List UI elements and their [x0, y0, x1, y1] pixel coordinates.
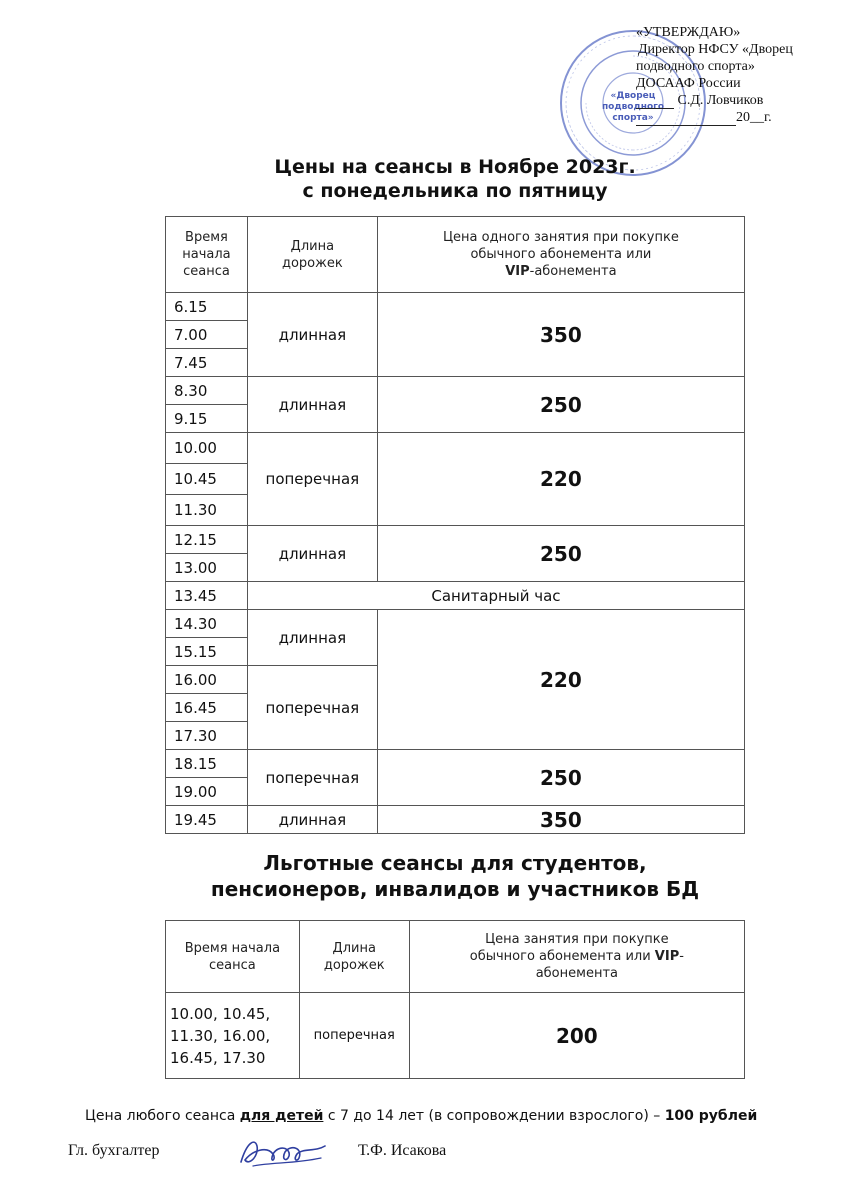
- header-price: [409, 921, 744, 993]
- time-cell: 7.45: [166, 349, 248, 377]
- header-price-line-2: [410, 948, 744, 965]
- table-row: [166, 750, 745, 778]
- time-cell: 9.15: [166, 405, 248, 433]
- lane-cell: поперечная: [247, 750, 377, 806]
- price-cell: 250: [377, 526, 744, 582]
- time-cell: 13.45: [166, 582, 248, 610]
- header-price-line-3: абонемента: [535, 966, 618, 981]
- lane-cell: длинная: [247, 377, 377, 433]
- lane-cell: длинная: [247, 293, 377, 377]
- header-time-label: Время начала сеанса: [182, 230, 231, 279]
- table-header-row: [166, 921, 745, 993]
- header-price-line-3: [378, 263, 744, 280]
- lane-cell: длинная: [247, 806, 377, 834]
- children-price-note: [85, 1108, 757, 1124]
- table-row: [166, 433, 745, 464]
- stamp-text-3: спорта»: [612, 113, 654, 123]
- time-cell: 6.15: [166, 293, 248, 321]
- lane-cell: поперечная: [247, 666, 377, 750]
- header-time-line-1: Время начала: [184, 940, 281, 956]
- prices-table: [165, 216, 745, 834]
- header-lane: [299, 921, 409, 993]
- header-vip-rest: -абонемента: [529, 264, 617, 279]
- header-price-line-2a: обычного абонемента или: [469, 949, 655, 964]
- lane-cell: поперечная: [247, 433, 377, 526]
- signature-name: Т.Ф. Исакова: [358, 1142, 447, 1159]
- header-time-line-2: сеанса: [209, 957, 256, 973]
- approval-line-5: [636, 92, 836, 109]
- time-cell: [166, 993, 300, 1079]
- signature-row: [68, 1140, 568, 1170]
- table-row-sanitary: [166, 582, 745, 610]
- approval-block: [636, 24, 836, 126]
- header-price: [377, 217, 744, 293]
- time-cell: 12.15: [166, 526, 248, 554]
- header-time: [166, 217, 248, 293]
- price-cell: 350: [377, 293, 744, 377]
- price-cell: 350: [377, 806, 744, 834]
- sanitary-hour-cell: Санитарный час: [247, 582, 744, 610]
- header-lane-label: Длина дорожек: [281, 238, 343, 271]
- time-cell: 10.00: [166, 433, 248, 464]
- table-row: [166, 293, 745, 321]
- approval-year: 20__г.: [736, 110, 772, 125]
- preferential-table: [165, 920, 745, 1079]
- table-row: [166, 993, 745, 1079]
- approval-line-4: ДОСААФ России: [636, 76, 741, 91]
- time-cell: 19.00: [166, 778, 248, 806]
- time-cell: 16.00: [166, 666, 248, 694]
- time-line-2: 11.30, 16.00,: [170, 1026, 271, 1045]
- price-cell: 200: [409, 993, 744, 1079]
- preferential-title: [160, 850, 750, 902]
- stamp-text-1: «Дворец: [610, 91, 656, 101]
- price-cell: 250: [377, 377, 744, 433]
- header-lane-line-1: Длина: [332, 940, 376, 956]
- note-underlined: для детей: [239, 1108, 324, 1124]
- header-time: [166, 921, 300, 993]
- time-cell: 8.30: [166, 377, 248, 405]
- header-vip: VIP: [505, 264, 530, 279]
- table-header-row: [166, 217, 745, 293]
- approval-line-6: [636, 109, 836, 126]
- time-cell: 18.15: [166, 750, 248, 778]
- approval-line-3: подводного спорта»: [636, 59, 755, 74]
- price-cell: 220: [377, 610, 744, 750]
- table-row: [166, 610, 745, 638]
- header-price-line-1: Цена одного занятия при покупке: [442, 230, 679, 245]
- price-cell: 220: [377, 433, 744, 526]
- note-part-2: с 7 до 14 лет (в сопровождении взрослого) –: [323, 1108, 665, 1124]
- note-bold-price: 100 рублей: [664, 1108, 758, 1124]
- table-row: [166, 526, 745, 554]
- time-cell: 15.15: [166, 638, 248, 666]
- page-title: [160, 155, 750, 203]
- price-cell: 250: [377, 750, 744, 806]
- time-cell: 17.30: [166, 722, 248, 750]
- time-cell: 7.00: [166, 321, 248, 349]
- signature-label: Гл. бухгалтер: [68, 1142, 160, 1159]
- preferential-title-line-1: Льготные сеансы для студентов,: [263, 851, 647, 875]
- lane-cell: длинная: [247, 526, 377, 582]
- preferential-title-line-2: пенсионеров, инвалидов и участников БД: [210, 877, 700, 901]
- title-line-1: Цены на сеансы в Ноябре 2023г.: [274, 156, 636, 178]
- lane-cell: длинная: [247, 610, 377, 666]
- header-price-line-1: Цена занятия при покупке: [485, 932, 669, 947]
- time-cell: 11.30: [166, 495, 248, 526]
- header-dash: -: [679, 949, 684, 964]
- header-lane-line-2: дорожек: [323, 957, 385, 973]
- time-line-3: 16.45, 17.30: [170, 1048, 266, 1067]
- header-lane: [247, 217, 377, 293]
- table-row: [166, 377, 745, 405]
- handwritten-signature: [233, 1132, 333, 1172]
- time-cell: 19.45: [166, 806, 248, 834]
- table-row: [166, 806, 745, 834]
- lane-cell: поперечная: [299, 993, 409, 1079]
- director-name: С.Д. Ловчиков: [677, 93, 764, 108]
- stamp-text-2: подводного: [601, 102, 665, 112]
- time-cell: 13.00: [166, 554, 248, 582]
- time-cell: 16.45: [166, 694, 248, 722]
- time-line-1: 10.00, 10.45,: [170, 1004, 271, 1023]
- note-part-1: Цена любого сеанса: [85, 1108, 240, 1124]
- time-cell: 10.45: [166, 464, 248, 495]
- header-vip: VIP: [654, 949, 680, 964]
- approval-line-2: Директор НФСУ «Дворец: [638, 42, 793, 57]
- time-cell: 14.30: [166, 610, 248, 638]
- header-price-line-2: обычного абонемента или: [470, 247, 652, 262]
- title-line-2: с понедельника по пятницу: [302, 180, 608, 202]
- approval-line-1: «УТВЕРЖДАЮ»: [636, 25, 741, 40]
